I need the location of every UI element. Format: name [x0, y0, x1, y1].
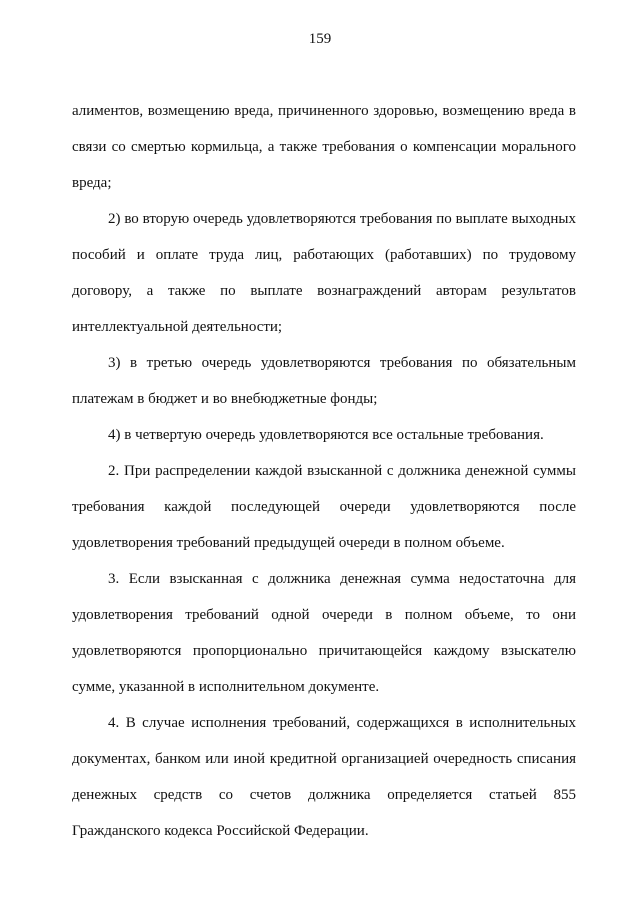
paragraph-clause-2: 2. При распределении каждой взысканной с должника денежной суммы требования каждой последующей очереди удовлетворяются после удовлетворения требований предыдущей очереди в полном объеме.	[72, 463, 576, 551]
page-number: 159	[308, 31, 332, 47]
paragraph-item-2: 2) во вторую очередь удовлетворяются требования по выплате выходных пособий и оплате труда лиц, работающих (работавших) по трудовому договору, а также по выплате вознаграждений авторам результатов интеллектуальной деятельности;	[72, 211, 576, 335]
paragraph-item-4: 4) в четвертую очередь удовлетворяются все остальные требования.	[108, 427, 544, 443]
paragraph-continuation: алиментов, возмещению вреда, причиненного здоровью, возмещению вреда в связи со смертью кормильца, а также требования о компенсации морального вреда;	[72, 103, 576, 191]
paragraph-item-3: 3) в третью очередь удовлетворяются требования по обязательным платежам в бюджет и во внебюджетные фонды;	[72, 355, 576, 407]
paragraph-clause-4: 4. В случае исполнения требований, содержащихся в исполнительных документах, банком или иной кредитной организацией очередность списания денежных средств со счетов должника определяется статьей 855 Гражданского кодекса Российской Федерации.	[72, 715, 576, 839]
page-body	[72, 93, 576, 849]
paragraph-clause-3: 3. Если взысканная с должника денежная сумма недостаточна для удовлетворения требований одной очереди в полном объеме, то они удовлетворяются пропорционально причитающейся каждому взыскателю сумме, указанной в исполнительном документе.	[72, 571, 576, 695]
